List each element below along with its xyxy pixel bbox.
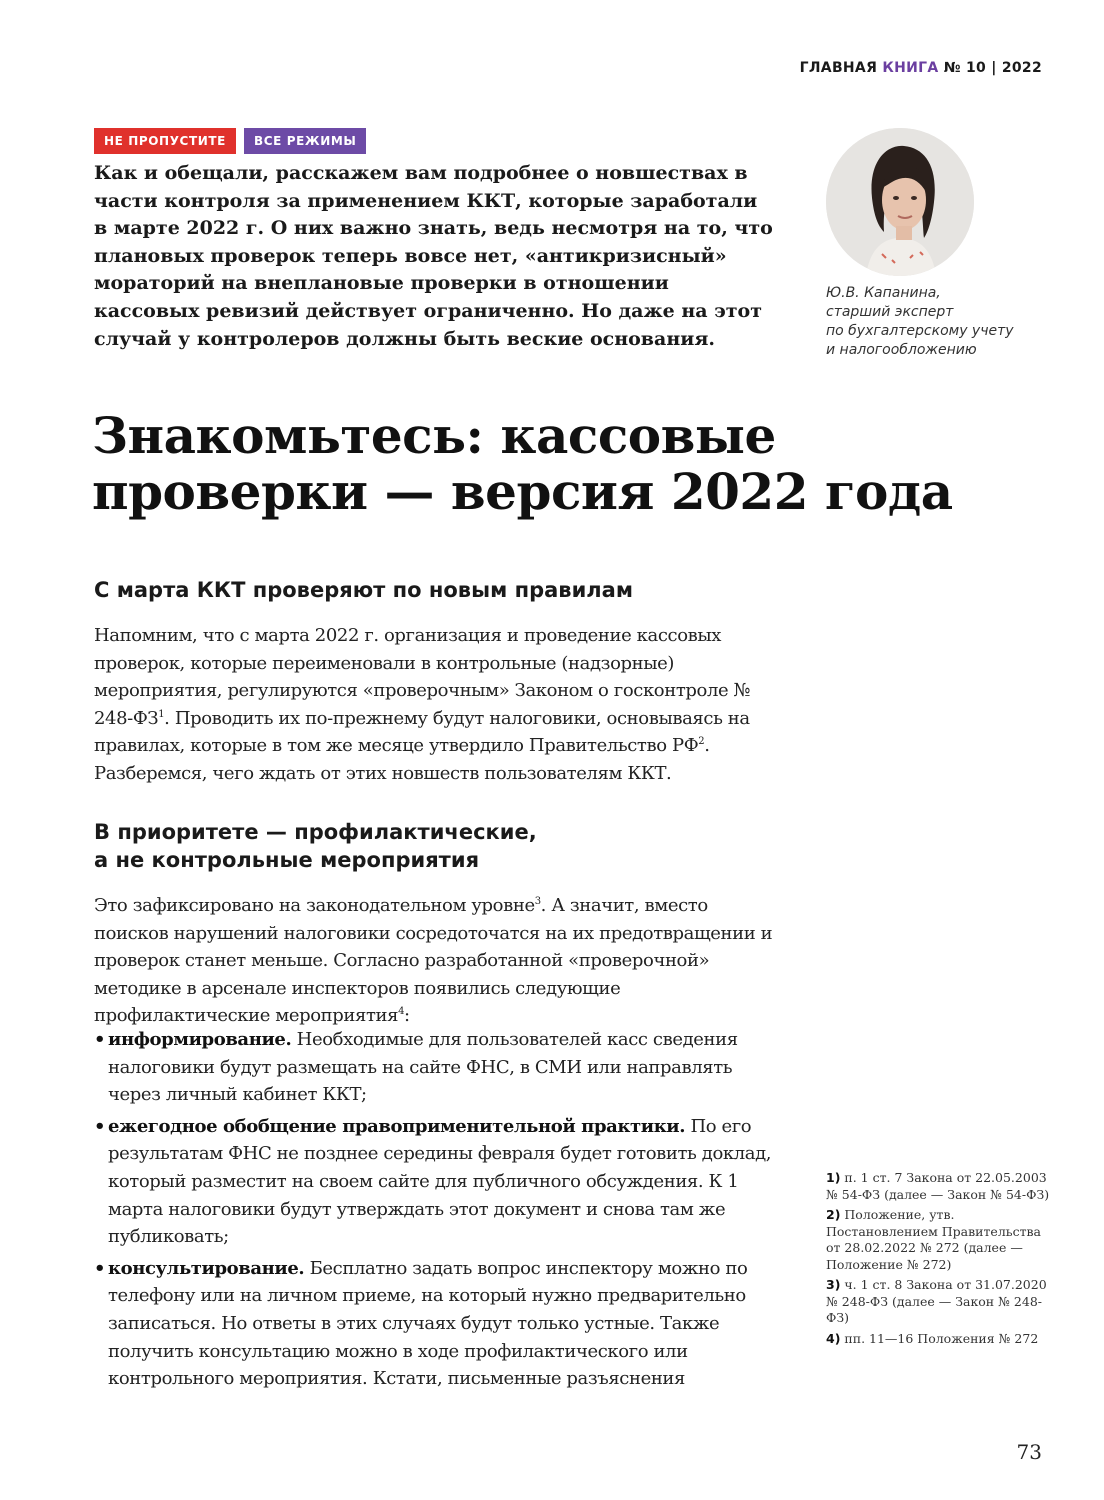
- section2-heading-line1: В приоритете — профилактические,: [94, 820, 537, 844]
- badge-all-regimes: ВСЕ РЕЖИМЫ: [244, 128, 366, 154]
- issue-number: № 10 | 2022: [943, 60, 1042, 76]
- section2-heading: [94, 818, 537, 874]
- author-photo: [826, 128, 974, 276]
- author-position-line2: по бухгалтерскому учету: [826, 323, 1014, 339]
- list-item: [94, 1113, 780, 1251]
- section2-text-b: . А значит, вместо поисков нарушений налоговики сосредоточатся на их предотвращении и проверок станет меньше. Согласно разработанной «проверочной» методике в арсенале инспекторов появились следующие профилактические мероприятия: [94, 895, 773, 1027]
- footnotes: [826, 1170, 1056, 1351]
- list-item-text: По его результатам ФНС не позднее середины февраля будет готовить доклад, который разместит на своем сайте для публичного обсуждения. К 1 марта налоговики будут утверждать этот документ и снова там же публиковать;: [108, 1115, 772, 1248]
- list-item-text: Бесплатно задать вопрос инспектору можно по телефону или на личном приеме, на который нужно предварительно записаться. Но ответы в этих случаях будут только устные. Также получить консультацию можно в ходе профилактического или контрольного мероприятия. Кстати, письменные разъяснения: [108, 1257, 748, 1390]
- footnote-number: 3): [826, 1277, 841, 1292]
- section1-text-c: . Разберемся, чего ждать от этих новшеств пользователям ККТ.: [94, 735, 710, 784]
- footnote-number: 2): [826, 1207, 841, 1222]
- article-title: Знакомьтесь: кассовые проверки — версия 2022 года: [92, 406, 953, 521]
- footnote-text: Положение, утв. Постановлением Правительства от 28.02.2022 № 272 (далее — Положение № 272): [826, 1207, 1041, 1272]
- list-item: [94, 1026, 780, 1109]
- section2-heading-line2: а не контрольные мероприятия: [94, 848, 480, 872]
- author-position-line3: и налогообложению: [826, 342, 977, 358]
- brand-main: ГЛАВНАЯ: [799, 60, 878, 76]
- list-item-term: консультирование.: [108, 1257, 305, 1279]
- section1-text-b: . Проводить их по-прежнему будут налоговики, основываясь на правилах, которые в том же месяце утвердило Правительство РФ: [94, 707, 750, 757]
- footnote: [826, 1207, 1056, 1273]
- section2-text-a: Это зафиксировано на законодательном уровне: [94, 895, 535, 916]
- list-item: [94, 1255, 780, 1393]
- footnote-text: ч. 1 ст. 8 Закона от 31.07.2020 № 248-ФЗ (далее — Закон № 248-ФЗ): [826, 1277, 1047, 1325]
- page-number: 73: [1016, 1440, 1042, 1464]
- footnote: [826, 1277, 1056, 1327]
- badge-dont-miss: НЕ ПРОПУСТИТЕ: [94, 128, 236, 154]
- footnote-text: пп. 11—16 Положения № 272: [844, 1330, 1039, 1346]
- list-item-text: Необходимые для пользователей касс сведения налоговики будут размещать на сайте ФНС, в СМИ или направлять через личный кабинет ККТ;: [108, 1029, 738, 1106]
- footnote-text: п. 1 ст. 7 Закона от 22.05.2003 № 54-ФЗ (далее — Закон № 54-ФЗ): [826, 1170, 1050, 1202]
- category-badges: [94, 128, 366, 154]
- author-position: старший эксперт: [826, 304, 954, 320]
- prevention-measures-list: [94, 1026, 780, 1397]
- footnote: [826, 1170, 1056, 1203]
- magazine-header: [800, 60, 1042, 76]
- footnote-ref-4: 4: [398, 1006, 405, 1018]
- footnote-ref-3: 3: [534, 896, 541, 907]
- author-name: Ю.В. Капанина,: [826, 285, 941, 301]
- footnote-number: 4): [826, 1330, 841, 1346]
- footnote: [826, 1331, 1056, 1348]
- footnote-ref-1: 1: [158, 708, 165, 720]
- section2-text-c: :: [404, 1005, 410, 1027]
- list-item-term: информирование.: [108, 1029, 292, 1050]
- lead-paragraph: Как и обещали, расскажем вам подробнее о новшествах в части контроля за применением ККТ, которые заработали в марте 2022 г. О них важно знать, ведь несмотря на то, что плановых проверок теперь вовсе нет, «антикризисный» мораторий на внеплановые проверки в отношении кассовых ревизий действует ограниченно. Но даже на этот случай у контролеров должны быть веские основания.: [94, 162, 773, 350]
- section1-heading: С марта ККТ проверяют по новым правилам: [94, 578, 633, 602]
- footnote-number: 1): [826, 1170, 841, 1185]
- section1-text-a: Напомним, что с марта 2022 г. организация и проведение кассовых проверок, которые переименовали в контрольные (надзорные) мероприятия, регулируются «проверочным» Законом о госконтроле № 248-ФЗ: [94, 625, 751, 729]
- author-caption: [826, 284, 1056, 360]
- footnote-ref-2: 2: [698, 736, 705, 748]
- section2-paragraph: [94, 892, 776, 1030]
- list-item-term: ежегодное обобщение правоприменительной практики.: [108, 1115, 686, 1137]
- section1-paragraph: [94, 622, 776, 788]
- brand-accent: КНИГА: [882, 60, 939, 76]
